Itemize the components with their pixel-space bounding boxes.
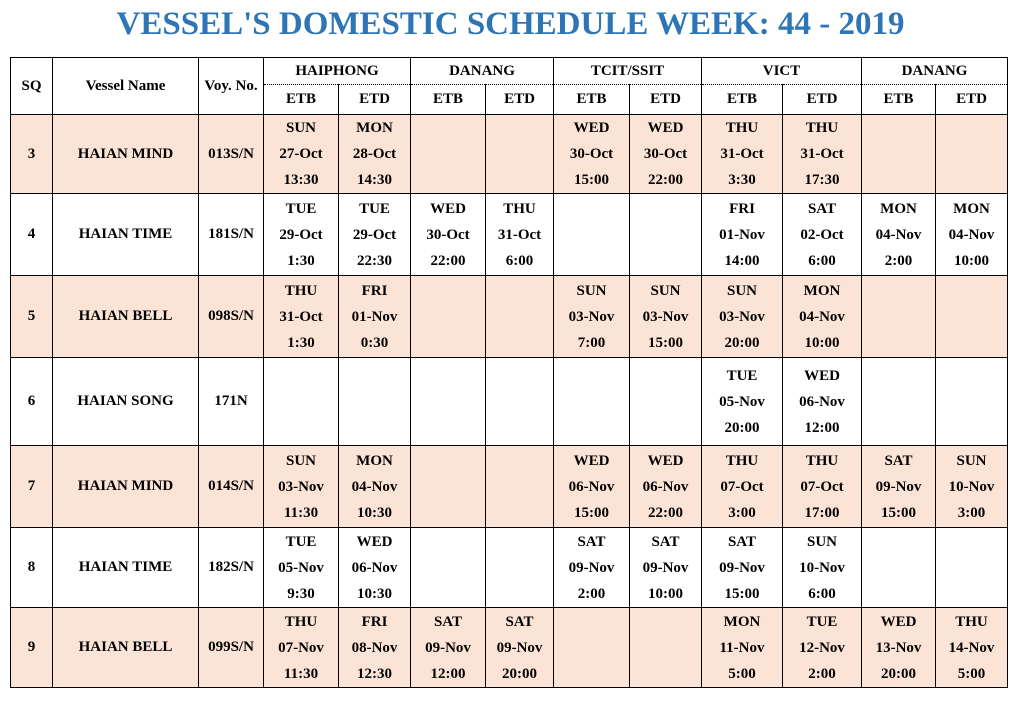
header-etd: ETD: [486, 85, 554, 115]
schedule-day: SAT: [651, 533, 680, 550]
etd-cell: [486, 115, 554, 194]
etd-cell: [630, 358, 702, 446]
page-title: VESSEL'S DOMESTIC SCHEDULE WEEK: 44 - 2019: [116, 6, 905, 42]
schedule-date: 03-Nov: [719, 308, 765, 325]
etd-cell: [630, 446, 702, 528]
schedule-date: 04-Nov: [799, 308, 845, 325]
etd-cell: [783, 446, 862, 528]
sq-cell: 5: [11, 276, 53, 358]
schedule-day: TUE: [806, 613, 838, 630]
schedule-time: 14:30: [357, 172, 392, 188]
schedule-time: 12:00: [430, 665, 466, 682]
etd-cell: [783, 194, 862, 276]
schedule-date: 29-Oct: [352, 226, 397, 243]
schedule-time: 10:30: [357, 504, 392, 521]
etb-cell: [411, 446, 486, 528]
header-etb: ETB: [411, 85, 486, 115]
etd-cell: [630, 528, 702, 608]
etb-cell: [862, 528, 936, 608]
schedule-time: 20:00: [881, 665, 917, 682]
schedule-date: 12-Nov: [799, 639, 845, 656]
header-etb: ETB: [264, 85, 339, 115]
header-etd: ETD: [936, 85, 1008, 115]
schedule-day: SAT: [884, 452, 913, 469]
schedule-date: 30-Oct: [569, 146, 614, 162]
etd-cell: [630, 115, 702, 194]
schedule-time: 2:00: [884, 252, 913, 269]
schedule-date: 05-Nov: [278, 559, 324, 576]
schedule-date: 06-Nov: [351, 559, 398, 576]
schedule-time: 1:30: [287, 252, 315, 269]
etb-cell: [554, 528, 630, 608]
schedule-day: WED: [573, 452, 610, 469]
schedule-date: 01-Nov: [719, 226, 765, 243]
schedule-day: SAT: [505, 613, 534, 630]
schedule-day: WED: [647, 452, 684, 469]
etd-cell: [339, 276, 411, 358]
schedule-date: 07-Oct: [720, 478, 764, 495]
schedule-time: 15:00: [574, 172, 609, 188]
schedule-time: 11:30: [283, 504, 319, 521]
header-vessel-name: Vessel Name: [53, 58, 199, 115]
schedule-time: 6:00: [808, 585, 836, 602]
etb-cell: [264, 528, 339, 608]
header-voy-no: Voy. No.: [199, 58, 264, 115]
schedule-time: 0:30: [360, 334, 389, 351]
header-port-danang-2: DANANG: [862, 58, 1008, 85]
etb-cell: [862, 194, 936, 276]
etb-cell: [554, 276, 630, 358]
schedule-day: WED: [647, 120, 684, 136]
etd-cell: [339, 446, 411, 528]
vessel-name-cell: HAIAN TIME: [53, 194, 199, 276]
schedule-day: WED: [356, 533, 393, 550]
voy-no-cell: 098S/N: [199, 276, 264, 358]
schedule-time: 15:00: [724, 585, 760, 602]
etb-cell: [862, 446, 936, 528]
etb-cell: [702, 276, 783, 358]
schedule-time: 15:00: [881, 504, 917, 521]
etb-cell: [264, 446, 339, 528]
schedule-date: 09-Nov: [719, 559, 765, 576]
etb-cell: [702, 446, 783, 528]
schedule-time: 2:00: [808, 665, 836, 682]
schedule-time: 20:00: [724, 419, 760, 436]
voy-no-cell: 099S/N: [199, 608, 264, 688]
header-port-vict: VICT: [702, 58, 862, 85]
schedule-time: 15:00: [574, 504, 609, 521]
voy-no-cell: 013S/N: [199, 115, 264, 194]
header-etb: ETB: [702, 85, 783, 115]
sq-cell: 6: [11, 358, 53, 446]
schedule-day: TUE: [359, 200, 390, 217]
sq-cell: 7: [11, 446, 53, 528]
vessel-name-cell: HAIAN BELL: [53, 608, 199, 688]
etb-cell: [554, 446, 630, 528]
header-etd: ETD: [783, 85, 862, 115]
schedule-time: 17:00: [804, 504, 840, 521]
schedule-table: [10, 57, 1008, 688]
schedule-date: 09-Nov: [875, 478, 922, 495]
schedule-time: 5:00: [957, 665, 986, 682]
schedule-time: 10:00: [648, 585, 683, 602]
schedule-date: 31-Oct: [720, 146, 764, 162]
schedule-day: SAT: [807, 200, 837, 217]
schedule-time: 20:00: [724, 334, 760, 351]
schedule-date: 27-Oct: [279, 146, 323, 162]
schedule-date: 08-Nov: [351, 639, 398, 656]
etb-cell: [862, 276, 936, 358]
table-row: [11, 276, 1008, 358]
schedule-day: SUN: [285, 120, 316, 136]
header-port-tcit-ssit: TCIT/SSIT: [554, 58, 702, 85]
schedule-date: 03-Nov: [278, 478, 324, 495]
table-row: [11, 446, 1008, 528]
etd-cell: [783, 358, 862, 446]
etb-cell: [411, 608, 486, 688]
schedule-day: MON: [723, 613, 761, 630]
schedule-time: 12:00: [804, 419, 840, 436]
schedule-time: 7:00: [577, 334, 606, 351]
schedule-day: THU: [805, 452, 839, 469]
etd-cell: [783, 276, 862, 358]
vessel-name-cell: HAIAN MIND: [53, 115, 199, 194]
header-etd: ETD: [339, 85, 411, 115]
schedule-date: 29-Oct: [279, 226, 323, 243]
schedule-time: 20:00: [502, 665, 537, 682]
schedule-day: MON: [953, 200, 990, 217]
schedule-date: 04-Nov: [875, 226, 922, 243]
header-port-haiphong: HAIPHONG: [264, 58, 411, 85]
schedule-date: 31-Oct: [800, 146, 844, 162]
schedule-date: 31-Oct: [497, 226, 542, 243]
schedule-date: 14-Nov: [948, 639, 995, 656]
etd-cell: [783, 528, 862, 608]
etb-cell: [264, 358, 339, 446]
schedule-date: 11-Nov: [719, 639, 765, 656]
schedule-time: 22:00: [430, 252, 466, 269]
voy-no-cell: 014S/N: [199, 446, 264, 528]
schedule-date: 03-Nov: [568, 308, 615, 325]
vessel-name-cell: HAIAN TIME: [53, 528, 199, 608]
etb-cell: [411, 115, 486, 194]
etd-cell: [630, 276, 702, 358]
schedule-day: SUN: [285, 452, 316, 469]
schedule-date: 01-Nov: [351, 308, 398, 325]
etb-cell: [554, 115, 630, 194]
schedule-time: 17:30: [804, 172, 840, 188]
schedule-day: THU: [725, 452, 759, 469]
etb-cell: [411, 194, 486, 276]
schedule-date: 09-Nov: [425, 639, 471, 656]
table-body: [11, 115, 1008, 688]
etb-cell: [702, 528, 783, 608]
schedule-date: 30-Oct: [426, 226, 470, 243]
schedule-date: 07-Nov: [278, 639, 324, 656]
schedule-time: 3:00: [728, 504, 756, 521]
etd-cell: [339, 528, 411, 608]
etb-cell: [264, 194, 339, 276]
schedule-date: 10-Nov: [948, 478, 995, 495]
etd-cell: [486, 608, 554, 688]
schedule-time: 3:00: [957, 504, 986, 521]
etb-cell: [862, 608, 936, 688]
etb-cell: [554, 194, 630, 276]
schedule-date: 03-Nov: [642, 308, 689, 325]
schedule-day: WED: [804, 367, 840, 384]
etb-cell: [411, 276, 486, 358]
schedule-date: 04-Nov: [351, 478, 398, 495]
schedule-day: SUN: [726, 282, 757, 299]
schedule-day: THU: [284, 613, 318, 630]
voy-no-cell: 181S/N: [199, 194, 264, 276]
vessel-name-cell: HAIAN MIND: [53, 446, 199, 528]
schedule-day: THU: [503, 200, 536, 217]
schedule-date: 02-Oct: [800, 226, 844, 243]
etb-cell: [264, 276, 339, 358]
schedule-day: SAT: [727, 533, 757, 550]
table-header: [11, 58, 1008, 115]
schedule-day: FRI: [361, 282, 388, 299]
sq-cell: 4: [11, 194, 53, 276]
schedule-time: 5:00: [728, 665, 756, 682]
schedule-date: 28-Oct: [352, 146, 397, 162]
schedule-date: 30-Oct: [643, 146, 688, 162]
schedule-time: 22:30: [357, 252, 392, 269]
etb-cell: [862, 115, 936, 194]
schedule-date: 06-Nov: [799, 393, 845, 410]
table-row: [11, 358, 1008, 446]
schedule-day: SAT: [577, 533, 606, 550]
etd-cell: [339, 358, 411, 446]
schedule-day: WED: [430, 200, 466, 217]
etb-cell: [862, 358, 936, 446]
schedule-day: WED: [573, 120, 610, 136]
schedule-day: THU: [284, 282, 318, 299]
schedule-time: 11:30: [283, 665, 319, 682]
etd-cell: [630, 608, 702, 688]
etb-cell: [702, 194, 783, 276]
table-row: [11, 528, 1008, 608]
schedule-day: TUE: [285, 533, 317, 550]
schedule-day: SAT: [433, 613, 463, 630]
schedule-day: THU: [725, 120, 759, 136]
schedule-day: FRI: [361, 613, 388, 630]
etd-cell: [783, 608, 862, 688]
schedule-day: SUN: [956, 452, 987, 469]
sq-cell: 8: [11, 528, 53, 608]
schedule-day: MON: [356, 452, 393, 469]
schedule-date: 10-Nov: [799, 559, 845, 576]
schedule-time: 10:30: [357, 585, 392, 602]
etd-cell: [630, 194, 702, 276]
schedule-time: 12:30: [357, 665, 392, 682]
header-port-danang: DANANG: [411, 58, 554, 85]
schedule-date: 09-Nov: [568, 559, 615, 576]
schedule-date: 13-Nov: [875, 639, 922, 656]
schedule-time: 2:00: [577, 585, 606, 602]
schedule-date: 05-Nov: [719, 393, 765, 410]
etd-cell: [936, 608, 1008, 688]
schedule-day: FRI: [729, 200, 755, 217]
etd-cell: [936, 276, 1008, 358]
schedule-time: 22:00: [648, 504, 683, 521]
etb-cell: [554, 358, 630, 446]
etd-cell: [936, 446, 1008, 528]
header-etb: ETB: [554, 85, 630, 115]
etd-cell: [339, 194, 411, 276]
schedule-date: 09-Nov: [642, 559, 689, 576]
header-sq: SQ: [11, 58, 53, 115]
etb-cell: [411, 358, 486, 446]
etb-cell: [702, 115, 783, 194]
etd-cell: [486, 276, 554, 358]
schedule-date: 09-Nov: [496, 639, 543, 656]
table-row: [11, 194, 1008, 276]
schedule-time: 6:00: [505, 252, 534, 269]
schedule-day: SUN: [650, 282, 681, 299]
etb-cell: [264, 115, 339, 194]
etb-cell: [411, 528, 486, 608]
schedule-day: TUE: [726, 367, 758, 384]
schedule-time: 9:30: [287, 585, 315, 602]
schedule-time: 22:00: [648, 172, 683, 188]
schedule-time: 1:30: [287, 334, 315, 351]
schedule-day: MON: [803, 282, 841, 299]
sq-cell: 3: [11, 115, 53, 194]
schedule-day: THU: [805, 120, 839, 136]
table-row: [11, 115, 1008, 194]
schedule-time: 10:00: [804, 334, 840, 351]
sq-cell: 9: [11, 608, 53, 688]
schedule-time: 15:00: [648, 334, 683, 351]
etd-cell: [486, 528, 554, 608]
schedule-day: MON: [880, 200, 917, 217]
voy-no-cell: 182S/N: [199, 528, 264, 608]
voy-no-cell: 171N: [199, 358, 264, 446]
schedule-day: SUN: [807, 533, 838, 550]
schedule-date: 31-Oct: [279, 308, 323, 325]
schedule-day: WED: [880, 613, 917, 630]
schedule-time: 10:00: [954, 252, 990, 269]
schedule-time: 6:00: [808, 252, 836, 269]
schedule-date: 07-Oct: [800, 478, 844, 495]
etd-cell: [936, 358, 1008, 446]
etd-cell: [339, 115, 411, 194]
etd-cell: [486, 358, 554, 446]
etd-cell: [486, 194, 554, 276]
schedule-day: THU: [955, 613, 988, 630]
schedule-time: 13:30: [283, 172, 319, 188]
etd-cell: [486, 446, 554, 528]
vessel-name-cell: HAIAN BELL: [53, 276, 199, 358]
etb-cell: [264, 608, 339, 688]
etd-cell: [783, 115, 862, 194]
etd-cell: [936, 528, 1008, 608]
table-row: [11, 608, 1008, 688]
schedule-time: 14:00: [724, 252, 760, 269]
etb-cell: [702, 358, 783, 446]
schedule-day: SUN: [576, 282, 607, 299]
header-etb: ETB: [862, 85, 936, 115]
schedule-date: 06-Nov: [568, 478, 615, 495]
schedule-day: TUE: [285, 200, 317, 217]
etb-cell: [702, 608, 783, 688]
etb-cell: [554, 608, 630, 688]
header-etd: ETD: [630, 85, 702, 115]
schedule-date: 06-Nov: [642, 478, 689, 495]
etd-cell: [339, 608, 411, 688]
vessel-name-cell: HAIAN SONG: [53, 358, 199, 446]
schedule-day: MON: [356, 120, 393, 136]
etd-cell: [936, 115, 1008, 194]
etd-cell: [936, 194, 1008, 276]
schedule-date: 04-Nov: [948, 226, 995, 243]
schedule-time: 3:30: [728, 172, 756, 188]
